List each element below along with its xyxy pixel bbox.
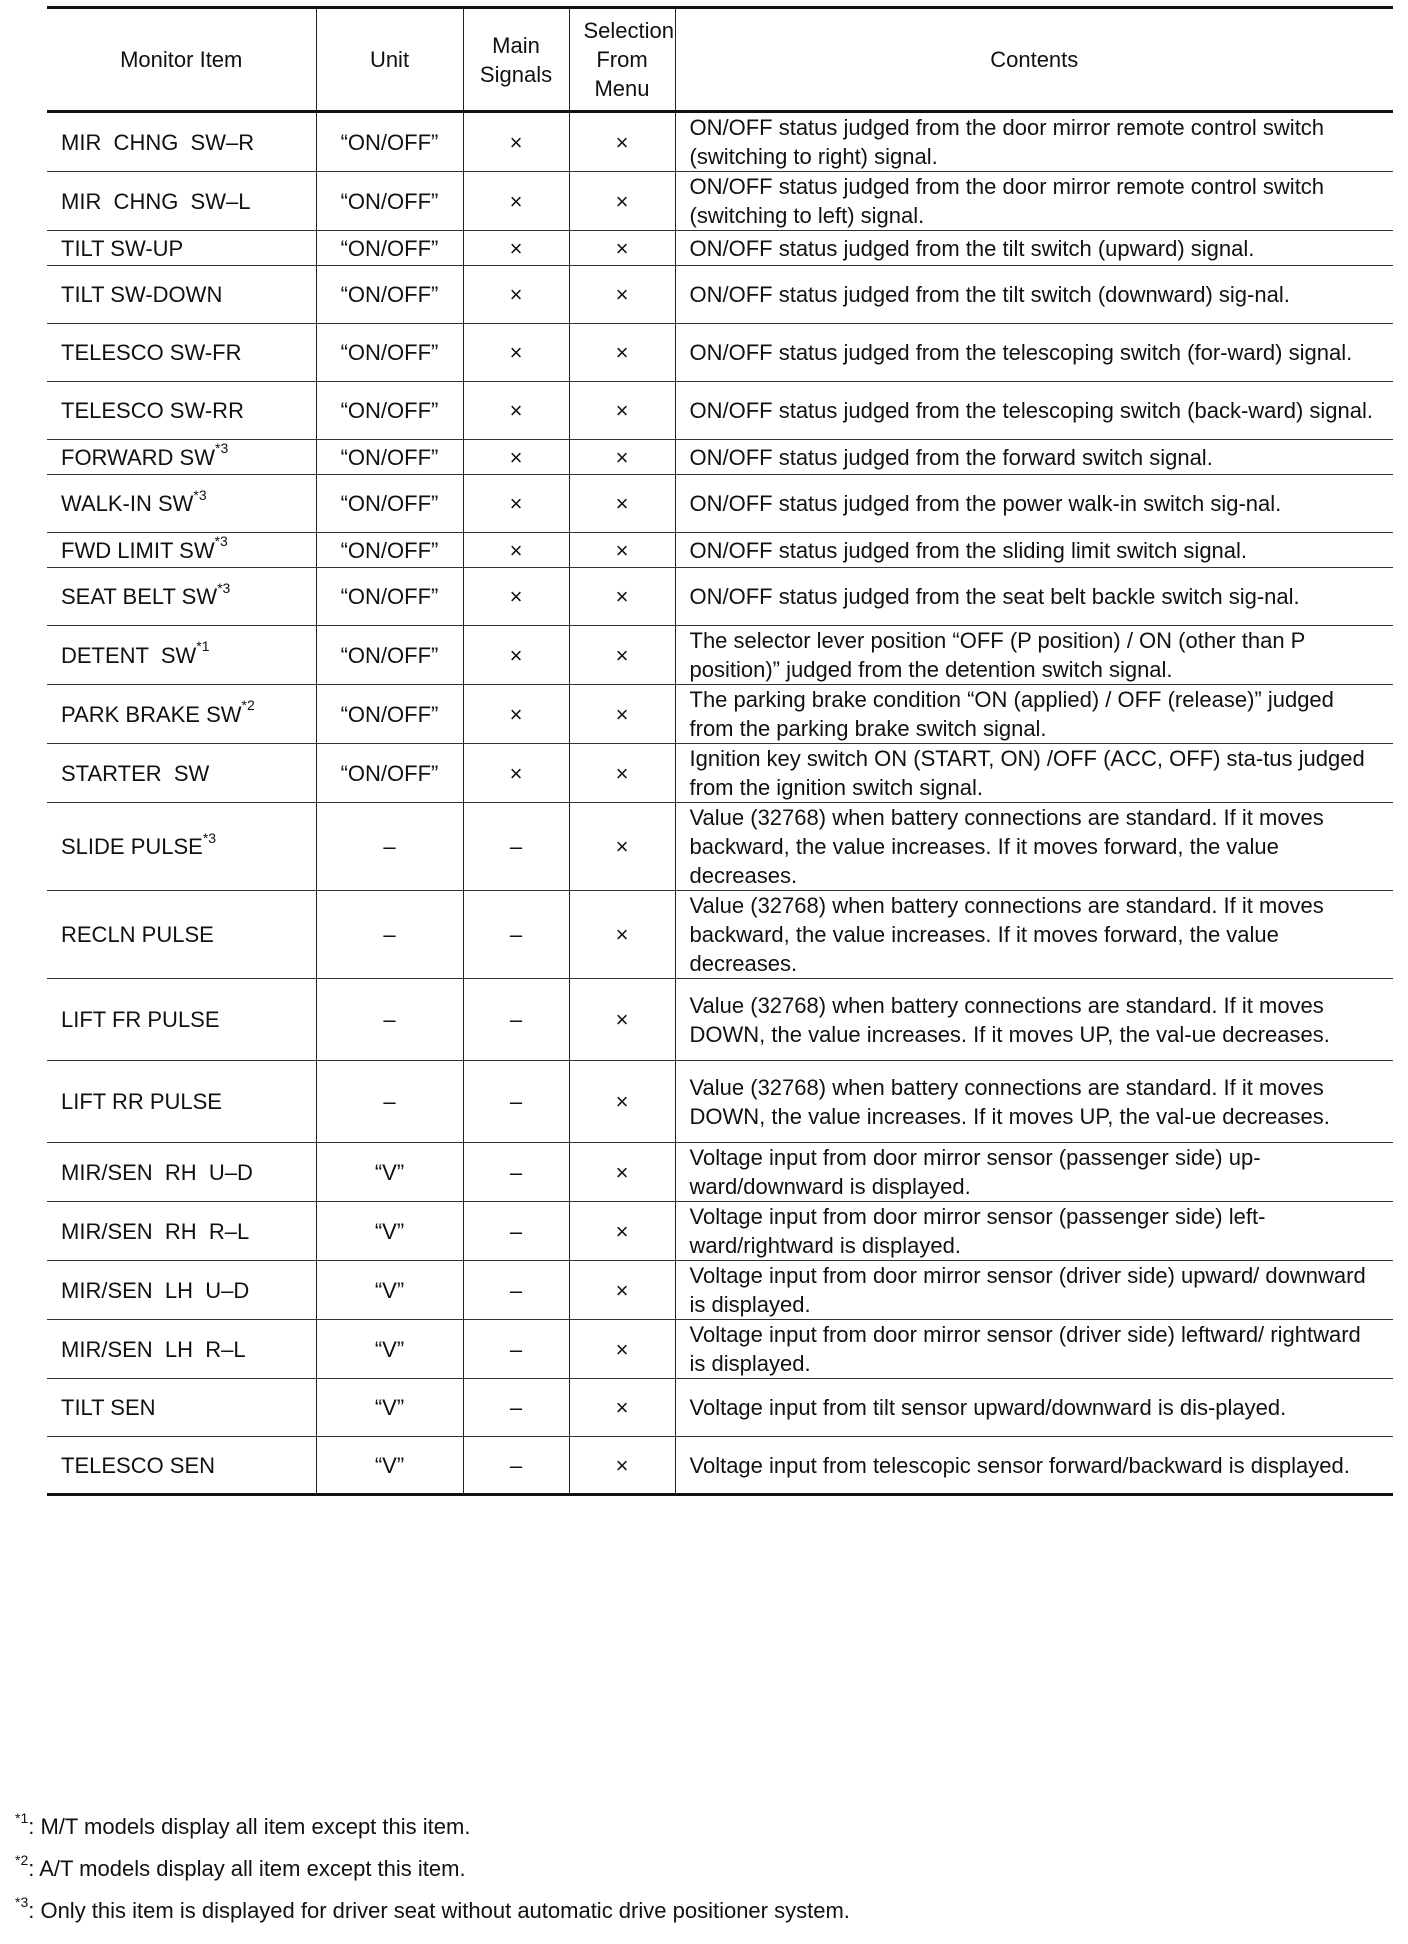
cell-selection-from-menu: × <box>569 172 675 231</box>
footnote-mark: *3 <box>15 1893 29 1910</box>
table-row <box>47 440 1393 475</box>
monitor-item-label: PARK BRAKE SW <box>61 701 242 727</box>
cell-unit: “V” <box>316 1320 463 1379</box>
monitor-item-label: LIFT RR PULSE <box>61 1089 222 1114</box>
table-row <box>47 112 1393 172</box>
monitor-item-label: TILT SEN <box>61 1395 156 1420</box>
cell-contents: The selector lever position “OFF (P position) / ON (other than P position)” judged from the detention switch signal. <box>675 626 1393 685</box>
table-row <box>47 231 1393 266</box>
cell-main-signals: × <box>463 685 569 744</box>
cell-monitor-item <box>47 744 316 803</box>
cell-selection-from-menu: × <box>569 533 675 568</box>
cell-monitor-item <box>47 231 316 266</box>
monitor-item-label: SEAT BELT SW <box>61 584 218 609</box>
cell-monitor-item <box>47 568 316 626</box>
footnote-text: : M/T models display all item except this item. <box>28 1814 471 1839</box>
footnote <box>15 1851 850 1896</box>
cell-unit: “V” <box>316 1202 463 1261</box>
monitor-item-label: DETENT SW <box>61 642 197 668</box>
footnote-marker: *3 <box>217 579 231 596</box>
cell-main-signals: × <box>463 266 569 324</box>
cell-selection-from-menu: × <box>569 475 675 533</box>
cell-main-signals: × <box>463 382 569 440</box>
cell-monitor-item <box>47 803 316 891</box>
cell-monitor-item <box>47 1437 316 1495</box>
monitor-item-label: WALK-IN SW <box>61 491 194 516</box>
cell-unit: “ON/OFF” <box>316 440 463 475</box>
header-selection-from-menu: Selection From Menu <box>569 8 675 112</box>
cell-contents: ON/OFF status judged from the seat belt backle switch sig-nal. <box>675 568 1393 626</box>
footnotes <box>15 1809 850 1938</box>
cell-selection-from-menu: × <box>569 1202 675 1261</box>
cell-selection-from-menu: × <box>569 979 675 1061</box>
cell-contents: Ignition key switch ON (START, ON) /OFF (ACC, OFF) sta-tus judged from the ignition switch signal. <box>675 744 1393 803</box>
table-row <box>47 803 1393 891</box>
cell-contents: ON/OFF status judged from the tilt switch (upward) signal. <box>675 231 1393 266</box>
cell-monitor-item <box>47 172 316 231</box>
cell-main-signals: – <box>463 1320 569 1379</box>
cell-main-signals: – <box>463 1061 569 1143</box>
cell-main-signals: – <box>463 1379 569 1437</box>
table-row <box>47 979 1393 1061</box>
header-monitor-item: Monitor Item <box>47 8 316 112</box>
monitor-item-table <box>47 6 1393 1496</box>
cell-contents: Value (32768) when battery connections are standard. If it moves DOWN, the value increases. If it moves UP, the val-ue decreases. <box>675 979 1393 1061</box>
cell-main-signals: × <box>463 744 569 803</box>
footnote-text: : A/T models display all item except this item. <box>28 1856 466 1881</box>
cell-main-signals: × <box>463 533 569 568</box>
table-row <box>47 891 1393 979</box>
monitor-item-label: STARTER SW <box>61 760 210 786</box>
table-row <box>47 475 1393 533</box>
cell-unit: “ON/OFF” <box>316 626 463 685</box>
cell-unit: – <box>316 803 463 891</box>
cell-monitor-item <box>47 1320 316 1379</box>
cell-monitor-item <box>47 1143 316 1202</box>
cell-monitor-item <box>47 626 316 685</box>
monitor-item-label: SLIDE PULSE <box>61 834 203 859</box>
cell-contents: Voltage input from door mirror sensor (passenger side) up-ward/downward is displayed. <box>675 1143 1393 1202</box>
cell-selection-from-menu: × <box>569 1320 675 1379</box>
cell-selection-from-menu: × <box>569 626 675 685</box>
footnote-marker: *3 <box>193 486 207 503</box>
table-row <box>47 1437 1393 1495</box>
monitor-item-label: LIFT FR PULSE <box>61 1007 220 1032</box>
table-row <box>47 1061 1393 1143</box>
cell-unit: – <box>316 979 463 1061</box>
footnote-mark: *1 <box>15 1809 29 1826</box>
cell-selection-from-menu: × <box>569 1437 675 1495</box>
cell-main-signals: × <box>463 568 569 626</box>
cell-selection-from-menu: × <box>569 382 675 440</box>
cell-unit: “ON/OFF” <box>316 172 463 231</box>
cell-selection-from-menu: × <box>569 1061 675 1143</box>
cell-monitor-item <box>47 324 316 382</box>
cell-selection-from-menu: × <box>569 440 675 475</box>
cell-contents: Voltage input from telescopic sensor forward/backward is displayed. <box>675 1437 1393 1495</box>
cell-main-signals: – <box>463 1437 569 1495</box>
cell-main-signals: × <box>463 626 569 685</box>
monitor-item-label: MIR/SEN RH U–D <box>61 1159 253 1185</box>
cell-contents: ON/OFF status judged from the forward switch signal. <box>675 440 1393 475</box>
footnote-marker: *2 <box>241 697 255 714</box>
monitor-item-label: TELESCO SW-RR <box>61 398 244 423</box>
cell-contents: Value (32768) when battery connections are standard. If it moves backward, the value increases. If it moves forward, the value decreases. <box>675 803 1393 891</box>
cell-selection-from-menu: × <box>569 1261 675 1320</box>
cell-contents: Value (32768) when battery connections are standard. If it moves backward, the value increases. If it moves forward, the value decreases. <box>675 891 1393 979</box>
table-row <box>47 324 1393 382</box>
cell-monitor-item <box>47 1061 316 1143</box>
cell-monitor-item <box>47 685 316 744</box>
cell-monitor-item <box>47 891 316 979</box>
cell-contents: ON/OFF status judged from the power walk-in switch sig-nal. <box>675 475 1393 533</box>
footnote-mark: *2 <box>15 1851 29 1868</box>
monitor-item-label: TELESCO SW-FR <box>61 340 242 365</box>
footnote-marker: *3 <box>215 440 229 457</box>
cell-main-signals: × <box>463 112 569 172</box>
monitor-item-label: FORWARD SW <box>61 444 215 470</box>
monitor-item-label: TELESCO SEN <box>61 1452 216 1478</box>
monitor-item-label: MIR CHNG SW–R <box>61 129 255 155</box>
cell-selection-from-menu: × <box>569 744 675 803</box>
cell-selection-from-menu: × <box>569 1379 675 1437</box>
cell-contents: Value (32768) when battery connections are standard. If it moves DOWN, the value increases. If it moves UP, the val-ue decreases. <box>675 1061 1393 1143</box>
table-row <box>47 382 1393 440</box>
header-main-signals: Main Signals <box>463 8 569 112</box>
cell-contents: The parking brake condition “ON (applied) / OFF (release)” judged from the parking brake switch signal. <box>675 685 1393 744</box>
cell-monitor-item <box>47 533 316 568</box>
cell-unit: “ON/OFF” <box>316 324 463 382</box>
cell-unit: “ON/OFF” <box>316 475 463 533</box>
cell-selection-from-menu: × <box>569 112 675 172</box>
monitor-item-label: FWD LIMIT SW <box>61 537 215 563</box>
cell-main-signals: – <box>463 1202 569 1261</box>
monitor-item-label: MIR/SEN LH U–D <box>61 1277 250 1303</box>
table-row <box>47 1320 1393 1379</box>
cell-main-signals: – <box>463 1261 569 1320</box>
table-row <box>47 533 1393 568</box>
cell-selection-from-menu: × <box>569 266 675 324</box>
footnote-marker: *3 <box>202 829 217 846</box>
cell-unit: “V” <box>316 1143 463 1202</box>
cell-contents: ON/OFF status judged from the telescoping switch (for-ward) signal. <box>675 324 1393 382</box>
cell-main-signals: – <box>463 1143 569 1202</box>
cell-main-signals: × <box>463 475 569 533</box>
table-row <box>47 626 1393 685</box>
footnote <box>15 1893 850 1938</box>
cell-selection-from-menu: × <box>569 568 675 626</box>
cell-monitor-item <box>47 1202 316 1261</box>
cell-monitor-item <box>47 979 316 1061</box>
table-row <box>47 1143 1393 1202</box>
cell-unit: “ON/OFF” <box>316 112 463 172</box>
cell-monitor-item <box>47 1379 316 1437</box>
cell-unit: “ON/OFF” <box>316 685 463 744</box>
cell-unit: “ON/OFF” <box>316 231 463 266</box>
cell-unit: “V” <box>316 1379 463 1437</box>
monitor-item-label: TILT SW-UP <box>61 235 184 261</box>
cell-unit: “ON/OFF” <box>316 382 463 440</box>
footnote-marker: *3 <box>214 533 228 550</box>
table-row <box>47 685 1393 744</box>
cell-unit: “ON/OFF” <box>316 533 463 568</box>
cell-unit: “ON/OFF” <box>316 266 463 324</box>
cell-selection-from-menu: × <box>569 231 675 266</box>
monitor-item-label: MIR CHNG SW–L <box>61 188 251 214</box>
table-row <box>47 172 1393 231</box>
footnote-marker: *1 <box>196 638 210 655</box>
cell-main-signals: – <box>463 979 569 1061</box>
table-header-row <box>47 8 1393 112</box>
cell-main-signals: – <box>463 891 569 979</box>
cell-main-signals: × <box>463 231 569 266</box>
header-unit: Unit <box>316 8 463 112</box>
cell-selection-from-menu: × <box>569 891 675 979</box>
cell-contents: ON/OFF status judged from the door mirror remote control switch (switching to left) signal. <box>675 172 1393 231</box>
cell-selection-from-menu: × <box>569 1143 675 1202</box>
cell-contents: ON/OFF status judged from the tilt switch (downward) sig-nal. <box>675 266 1393 324</box>
cell-contents: ON/OFF status judged from the telescoping switch (back-ward) signal. <box>675 382 1393 440</box>
table-row <box>47 744 1393 803</box>
cell-unit: “ON/OFF” <box>316 744 463 803</box>
cell-unit: – <box>316 891 463 979</box>
cell-contents: ON/OFF status judged from the door mirror remote control switch (switching to right) signal. <box>675 112 1393 172</box>
cell-selection-from-menu: × <box>569 685 675 744</box>
table-row <box>47 1379 1393 1437</box>
table-body <box>47 112 1393 1495</box>
cell-selection-from-menu: × <box>569 324 675 382</box>
cell-contents: Voltage input from tilt sensor upward/downward is dis-played. <box>675 1379 1393 1437</box>
cell-monitor-item <box>47 112 316 172</box>
cell-selection-from-menu: × <box>569 803 675 891</box>
table-row <box>47 1261 1393 1320</box>
cell-monitor-item <box>47 266 316 324</box>
monitor-item-label: TILT SW-DOWN <box>61 282 223 307</box>
cell-main-signals: × <box>463 440 569 475</box>
cell-monitor-item <box>47 382 316 440</box>
table-row <box>47 266 1393 324</box>
cell-monitor-item <box>47 1261 316 1320</box>
footnote-text: : Only this item is displayed for driver seat without automatic drive positioner system. <box>28 1898 850 1923</box>
header-contents: Contents <box>675 8 1393 112</box>
table-row <box>47 568 1393 626</box>
cell-main-signals: × <box>463 172 569 231</box>
cell-contents: Voltage input from door mirror sensor (driver side) upward/ downward is displayed. <box>675 1261 1393 1320</box>
cell-unit: “V” <box>316 1437 463 1495</box>
cell-contents: Voltage input from door mirror sensor (driver side) leftward/ rightward is displayed. <box>675 1320 1393 1379</box>
monitor-item-label: RECLN PULSE <box>61 922 214 947</box>
monitor-item-label: MIR/SEN LH R–L <box>61 1336 246 1362</box>
cell-main-signals: × <box>463 324 569 382</box>
cell-unit: “ON/OFF” <box>316 568 463 626</box>
monitor-item-label: MIR/SEN RH R–L <box>61 1218 250 1244</box>
cell-main-signals: – <box>463 803 569 891</box>
cell-unit: “V” <box>316 1261 463 1320</box>
cell-unit: – <box>316 1061 463 1143</box>
table-row <box>47 1202 1393 1261</box>
footnote <box>15 1809 850 1854</box>
cell-monitor-item <box>47 440 316 475</box>
cell-contents: ON/OFF status judged from the sliding limit switch signal. <box>675 533 1393 568</box>
cell-contents: Voltage input from door mirror sensor (passenger side) left-ward/rightward is displayed. <box>675 1202 1393 1261</box>
cell-monitor-item <box>47 475 316 533</box>
